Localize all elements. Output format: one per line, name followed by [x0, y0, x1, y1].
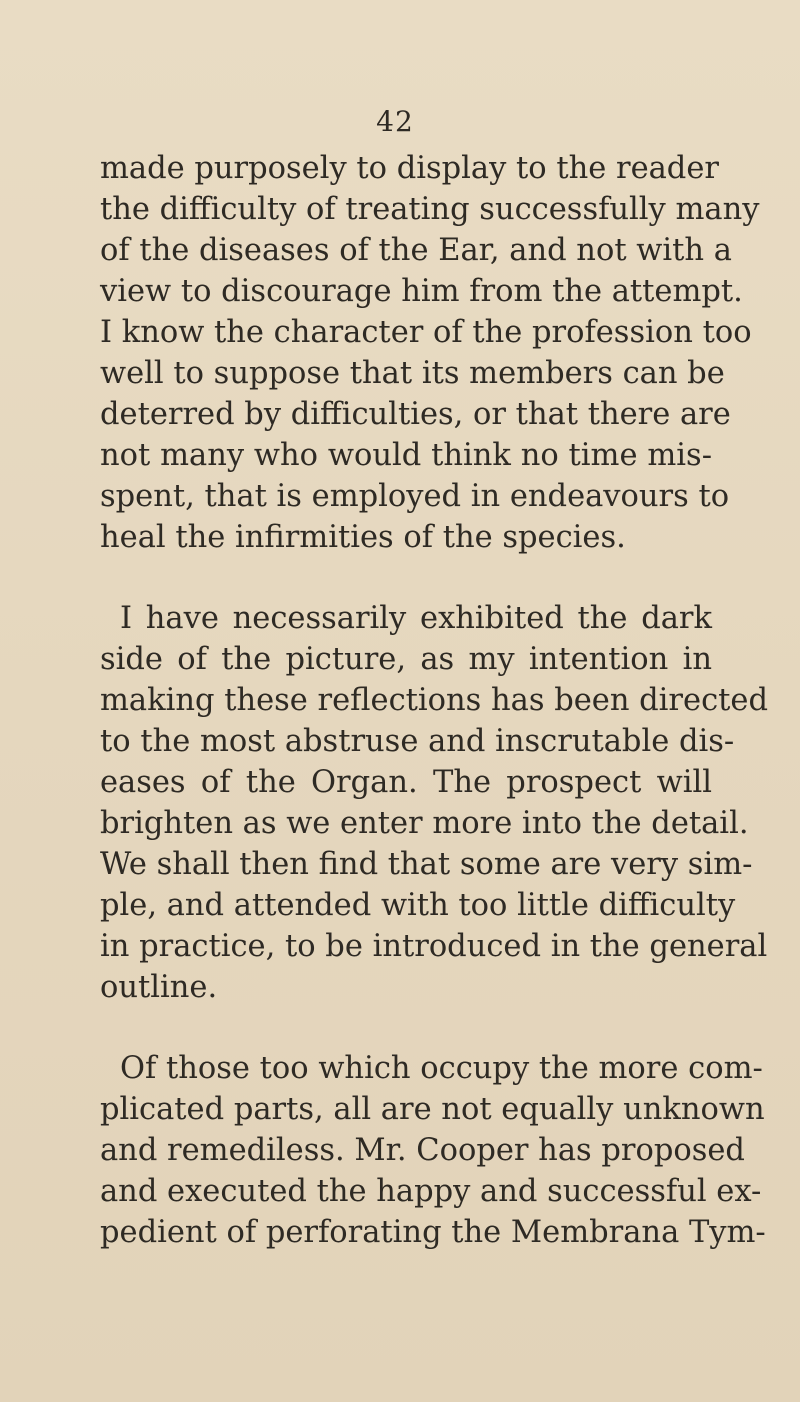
text-line: We shall then find that some are very sim- — [100, 847, 753, 882]
paragraph — [100, 598, 768, 1008]
text-line: heal the infirmities of the species. — [100, 520, 626, 555]
text-line: side of the picture, as my intention in — [100, 642, 712, 677]
text-line: and executed the happy and successful ex- — [100, 1174, 762, 1209]
page-number: 42 — [376, 105, 414, 138]
text-line: plicated parts, all are not equally unknown — [100, 1092, 765, 1127]
text-line: and remediless. Mr. Cooper has proposed — [100, 1133, 745, 1168]
paragraph — [100, 1048, 766, 1253]
text-line: to the most abstruse and inscrutable dis- — [100, 724, 735, 759]
text-line: brighten as we enter more into the detail. — [100, 806, 749, 841]
text-line: view to discourage him from the attempt. — [100, 274, 743, 309]
paragraph — [100, 148, 760, 558]
text-line: ple, and attended with too little difficulty — [100, 888, 736, 923]
text-line: Of those too which occupy the more com- — [120, 1051, 763, 1086]
text-line: eases of the Organ. The prospect will — [100, 765, 712, 800]
text-line: outline. — [100, 970, 218, 1005]
text-line: well to suppose that its members can be — [100, 356, 725, 391]
text-line: in practice, to be introduced in the general — [100, 929, 768, 964]
text-line: spent, that is employed in endeavours to — [100, 479, 730, 514]
text-line: the difficulty of treating successfully many — [100, 192, 760, 227]
text-line: of the diseases of the Ear, and not with a — [100, 233, 732, 268]
text-line: I have necessarily exhibited the dark — [120, 601, 712, 636]
text-line: deterred by difficulties, or that there are — [100, 397, 731, 432]
text-line: not many who would think no time mis- — [100, 438, 712, 473]
text-line: pedient of perforating the Membrana Tym- — [100, 1215, 766, 1250]
text-line: I know the character of the profession too — [100, 315, 752, 350]
text-line: making these reflections has been directed — [100, 683, 768, 718]
text-line: made purposely to display to the reader — [100, 151, 719, 186]
body-text — [100, 148, 768, 1293]
